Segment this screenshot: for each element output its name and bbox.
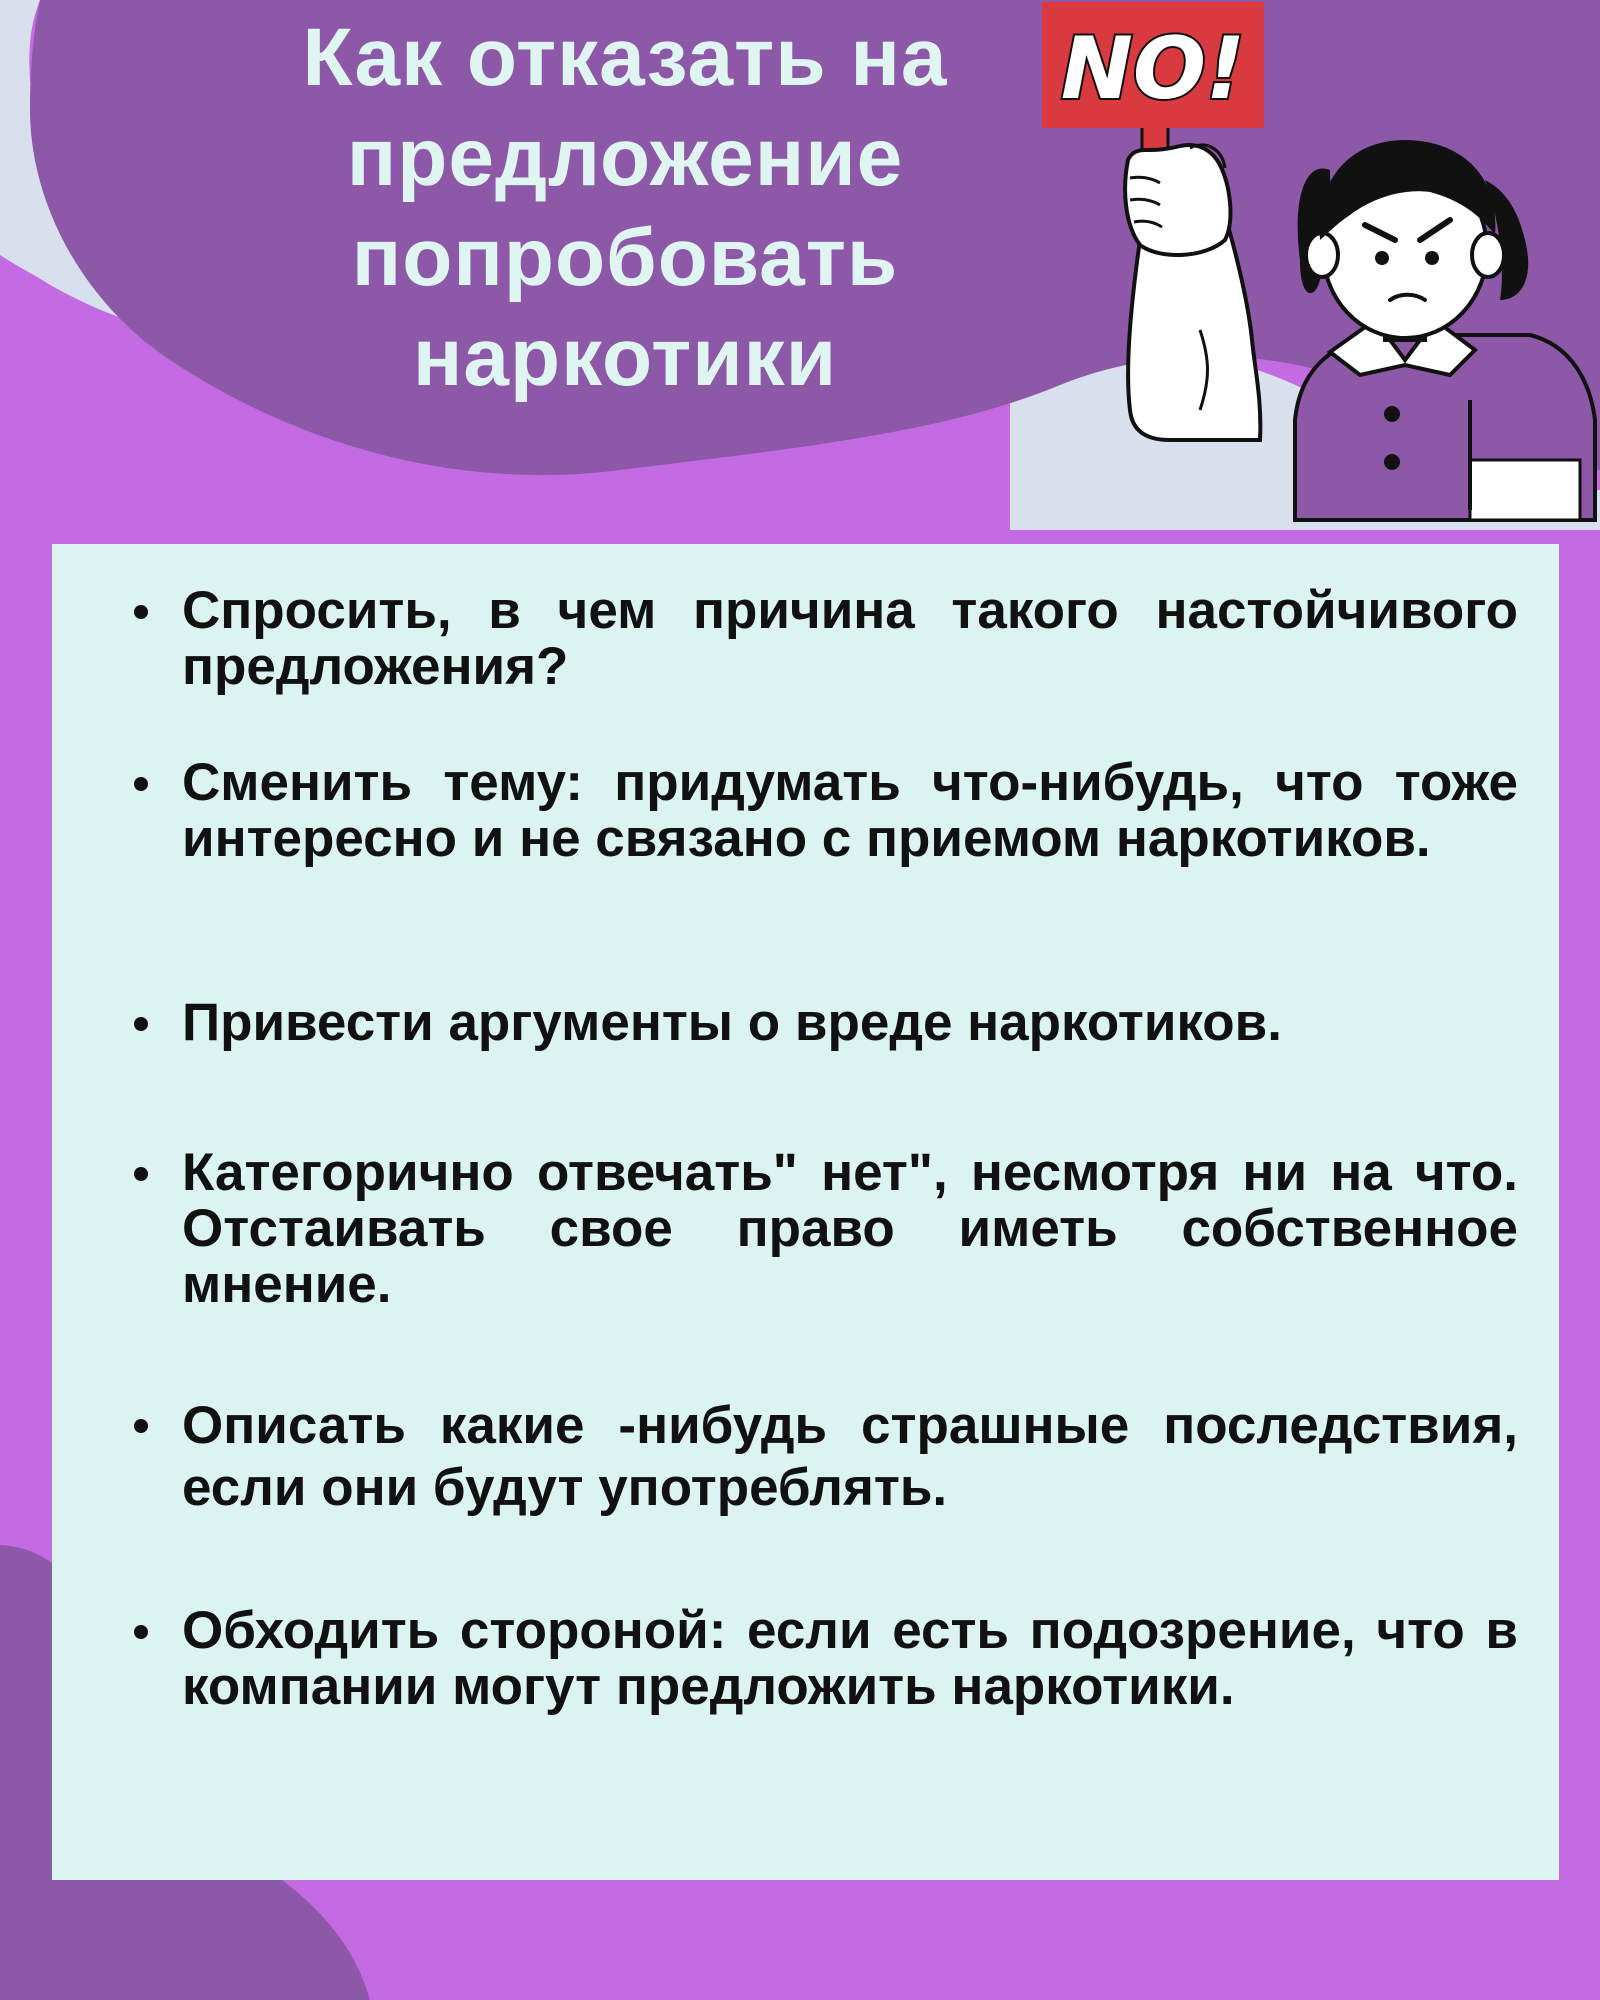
eye-right [1425,251,1439,265]
title-line: попробовать [351,212,899,303]
tip-ask-reason: Спросить, в чем причина такого настойчивого предложения? [182,581,1518,696]
tip-say-no: Категорично отвечать" нет", несмотря ни на что. Отстаивать свое право иметь собственное мнение. [182,1143,1518,1314]
tip-change-topic: Сменить тему: придумать что-нибудь, что тоже интересно и не связано с приемом наркотиков. [182,753,1518,868]
page-title [230,8,1020,408]
tip-arguments: Привести аргументы о вреде наркотиков. [182,995,1518,1051]
ear-left [1306,233,1338,277]
button-1 [1384,406,1400,422]
title-line: наркотики [412,312,838,403]
title-line: Как отказать на [302,12,948,103]
ear-right [1472,233,1504,277]
no-sign-text: NO! [1060,19,1246,119]
tip-consequences: Описать какие -нибудь страшные последствия, если они будут употреблять. [182,1396,1518,1517]
cuff [1470,460,1580,520]
girl-holding-no-sign-icon [1030,0,1600,530]
title-line: предложение [346,112,904,203]
tip-avoid: Обходить стороной: если есть подозрение, что в компании могут предложить наркотики. [182,1601,1518,1716]
button-2 [1384,454,1400,470]
eye-left [1375,251,1389,265]
